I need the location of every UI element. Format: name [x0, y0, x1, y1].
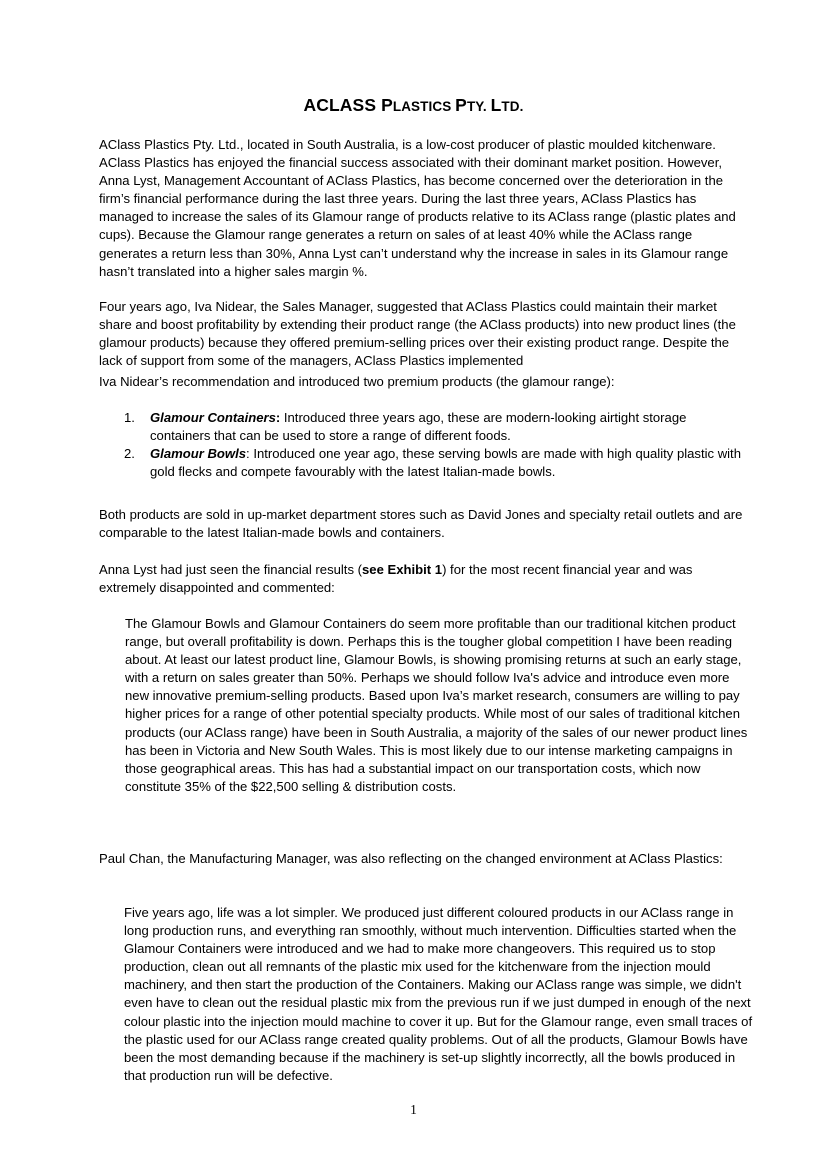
title-part: L: [490, 95, 502, 115]
list-number: 2.: [124, 446, 135, 462]
list-term: Glamour Containers: [150, 410, 276, 425]
intro-paragraph: AClass Plastics Pty. Ltd., located in South Australia, is a low-cost producer of plastic moulded kitchenware. AClass Plastics has enjoyed the financial success associated with their dominant market position. However, Anna Lyst, Management Accountant of AClass Plastics, has become concerned over the deterioration in the firm’s financial performance during the last three years. During the last three years, AClass Plastics has managed to increase the sales of its Glamour range of products relative to its AClass range (plastic plates and cups). Because the Glamour range generates a return on sales of at least 40% while the AClass range generates a return less than 30%, Anna Lyst can’t understand why the increase in sales in its Glamour range hasn’t translated into a higher sales margin %.: [99, 137, 736, 279]
page-title: [0, 95, 827, 116]
list-text: Introduced three years ago, these are modern-looking airtight storage containers that can be used to store a range of different foods.: [150, 410, 687, 444]
text-run: ) for the most recent financial year and was extremely disappointed and commented:: [99, 562, 693, 596]
list-term: Glamour Bowls: [150, 446, 247, 462]
list-separator: :: [246, 446, 250, 462]
paul-intro-paragraph: Paul Chan, the Manufacturing Manager, was also reflecting on the changed environment at AClass Plastics:: [99, 851, 723, 866]
title-part: TD.: [501, 99, 524, 114]
list-separator: :: [275, 410, 281, 425]
title-part: ACLASS: [303, 95, 382, 115]
distribution-paragraph: Both products are sold in up-market department stores such as David Jones and specialty retail outlets and are comparable to the latest Italian-made bowls and containers.: [99, 507, 743, 541]
exhibit-reference: see Exhibit 1: [362, 562, 443, 577]
list-item: [99, 409, 749, 445]
title-part: P: [455, 95, 467, 115]
product-list: [99, 409, 749, 481]
title-part: LASTICS: [392, 99, 456, 114]
text-run: Anna Lyst had just seen the financial results (: [99, 562, 362, 577]
title-part: TY.: [466, 99, 491, 114]
background-paragraph-cont: Iva Nidear’s recommendation and introduced two premium products (the glamour range):: [99, 374, 615, 389]
title-part: P: [381, 95, 393, 115]
page-number: 1: [410, 1102, 417, 1117]
paul-quote: Five years ago, life was a lot simpler. We produced just different coloured products in our AClass range in long production runs, and everything ran smoothly, without much intervention. Difficulties started when the Glamour Containers were introduced and we had to make more changeovers. This required us to stop production, clean out all remnants of the plastic mix used for the kitchenware from the injection mould machinery, and then start the production of the Containers. Making our AClass range was simple, we didn't even have to clean out the residual plastic mix from the previous run if we just dumped in enough of the next colour plastic into the injection mould machine to cover it up. But for the Glamour range, even small traces of the plastic used for our AClass range created quality problems. Out of all the products, Glamour Bowls have been the most demanding because if the machinery is set-up slightly incorrectly, all the bowls produced in that production run will be defective.: [124, 905, 753, 1083]
background-paragraph: Four years ago, Iva Nidear, the Sales Manager, suggested that AClass Plastics could maintain their market share and boost profitability by extending their product range (the AClass products) into new product lines (the glamour products) because they offered premium-selling prices over their existing product range. Despite the lack of support from some of the managers, AClass Plastics implemented: [99, 299, 736, 369]
list-number: 1.: [124, 410, 135, 425]
anna-quote: The Glamour Bowls and Glamour Containers do seem more profitable than our traditional kitchen product range, but overall profitability is down. Perhaps this is the tougher global competition I have been reading about. At least our latest product line, Glamour Bowls, is showing promising returns at such an early stage, with a return on sales greater than 50%. Perhaps we should follow Iva's advice and introduce even more new innovative premium-selling products. Based upon Iva’s market research, consumers are willing to pay higher prices for a range of other potential specialty products. While most of our sales of traditional kitchen products (our AClass range) have been in South Australia, a majority of the sales of our newer product lines has been in Victoria and New South Wales. This is most likely due to our intense marketing campaigns in those geographical areas. This has had a substantial impact on our transportation costs, which now constitute 35% of the $22,500 selling & distribution costs.: [125, 616, 748, 794]
list-item: [99, 445, 749, 481]
exhibit-paragraph: [99, 561, 749, 597]
list-text: Introduced one year ago, these serving bowls are made with high quality plastic with gold flecks and compete favourably with the latest Italian-made bowls.: [150, 446, 741, 480]
